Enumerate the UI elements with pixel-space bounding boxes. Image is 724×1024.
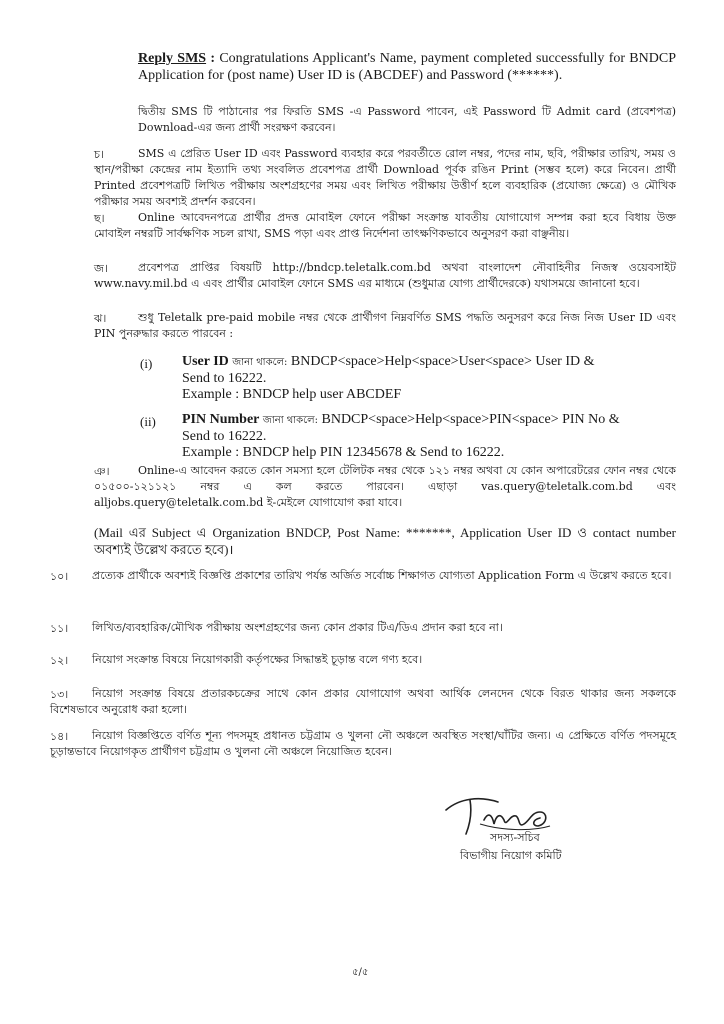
- numbered-marker: ১৩।: [50, 688, 69, 701]
- item-marker: ঝ।: [94, 312, 107, 325]
- item-marker: চ।: [94, 148, 104, 161]
- numbered-marker: ১৪।: [50, 730, 69, 743]
- mail-note: (Mail এর Subject এ Organization BNDCP, Post Name: *******, Application User ID ও contact number অবশ্যই উল্লেখ করতে হবে)।: [94, 525, 676, 557]
- reply-sms-note: দ্বিতীয় SMS টি পাঠানোর পর ফিরতি SMS -এ Password পাবেন, এই Password টি Admit card (প্রবেশপত্র) Download-এর জন্য প্রার্থী সংরক্ষণ করবেন।: [138, 105, 676, 134]
- numbered-text: নিয়োগ সংক্রান্ত বিষয়ে নিয়োগকারী কর্তৃপক্ষের সিদ্ধান্তই চূড়ান্ত বলে গণ্য হবে।: [92, 653, 423, 666]
- user-id-known: জানা থাকলে:: [232, 357, 288, 368]
- user-id-line1: BNDCP<space>Help<space>User<space> User ID &: [290, 354, 595, 369]
- item-marker: ছ।: [94, 212, 105, 225]
- sub-item-pin-number: [182, 412, 676, 461]
- item-marker: জ।: [94, 262, 108, 275]
- numbered-text: নিয়োগ বিজ্ঞপ্তিতে বর্ণিত শূন্য পদসমূহ প্রধানত চট্টগ্রাম ও খুলনা নৌ অঞ্চলে অবস্থিত সংস্থা/ঘাঁটির জন্য। এ প্রেক্ষিতে বর্ণিত পদসমূহে চূড়ান্তভাবে নিয়োগকৃত প্রার্থীগণ চট্টগ্রাম ও খুলনা নৌ অঞ্চলে নিয়োজিত হবেন।: [50, 729, 676, 758]
- user-id-example: Example : BNDCP help user ABCDEF: [182, 387, 402, 402]
- page-number: ৫/৫: [352, 967, 369, 978]
- reply-sms-text: Congratulations Applicant's Name, payment completed successfully for BNDCP Application for (post name) User ID is (ABCDEF) and Password (******).: [138, 51, 676, 83]
- sub-item-marker: (i): [140, 356, 153, 371]
- item-text: প্রবেশপত্র প্রাপ্তির বিষয়টি http://bndcp.teletalk.com.bd অথবা বাংলাদেশ নৌবাহিনীর নিজস্ব ওয়েবসাইট www.navy.mil.bd এ এবং প্রার্থীর মোবাইল ফোনে SMS এর মাধ্যমে (শুধুমাত্র যোগ্য প্রার্থীদেরকে) যথাসময়ে জানানো হবে।: [94, 261, 676, 290]
- sub-item-marker: (ii): [140, 414, 156, 429]
- signature-committee: বিভাগীয় নিয়োগ কমিটি: [460, 849, 562, 862]
- numbered-text: লিখিত/ব্যবহারিক/মৌখিক পরীক্ষায় অংশগ্রহণের জন্য কোন প্রকার টিএ/ডিএ প্রদান করা হবে না।: [92, 621, 503, 634]
- online-help-text: Online-এ আবেদন করতে কোন সমস্যা হলে টেলিটক নম্বর থেকে ১২১ নম্বর অথবা যে কোন অপারেটরের ফোন নম্বর থেকে ০১৫০০-১২১১২১ নম্বর এ কল করতে পারবেন। এছাড়া vas.query@teletalk.com.bd এবং alljobs.query@teletalk.com.bd ই-মেইলে যোগাযোগ করা যাবে।: [94, 464, 676, 509]
- numbered-marker: ১০।: [50, 570, 69, 583]
- signature-title: সদস্য-সচিব: [490, 831, 540, 844]
- pin-number-known: জানা থাকলে:: [262, 415, 318, 426]
- item-text: শুধু Teletalk pre-paid mobile নম্বর থেকে প্রার্থীগণ নিম্নবর্ণিত SMS পদ্ধতি অনুসরণ করে নিজ নিজ User ID এবং PIN পুনরুদ্ধার করতে পারবেন :: [94, 311, 676, 340]
- numbered-text: প্রত্যেক প্রার্থীকে অবশ্যই বিজ্ঞপ্তি প্রকাশের তারিখ পর্যন্ত অর্জিত সর্বোচ্চ শিক্ষাগত যোগ্যতা Application Form এ উল্লেখ করতে হবে।: [92, 569, 672, 582]
- pin-number-example: Example : BNDCP help PIN 12345678 & Send to 16222.: [182, 445, 505, 460]
- item-text: Online আবেদনপত্রে প্রার্থীর প্রদত্ত মোবাইল ফোনে পরীক্ষা সংক্রান্ত যাবতীয় যোগাযোগ সম্পন্ন করা হবে বিধায় উক্ত মোবাইল নম্বরটি সার্বক্ষণিক সচল রাখা, SMS পড়া এবং প্রাপ্ত নির্দেশনা তাৎক্ষণিকভাবে অনুসরণ করা বাঞ্ছনীয়।: [94, 211, 676, 240]
- user-id-line2: Send to 16222.: [182, 371, 267, 386]
- pin-number-line1: BNDCP<space>Help<space>PIN<space> PIN No &: [321, 412, 620, 427]
- reply-sms-label: Reply SMS: [138, 51, 207, 66]
- numbered-marker: ১১।: [50, 622, 69, 635]
- pin-number-line2: Send to 16222.: [182, 429, 267, 444]
- reply-sms-paragraph: [138, 50, 676, 84]
- sub-item-user-id: [182, 354, 676, 403]
- numbered-marker: ১২।: [50, 654, 69, 667]
- numbered-text: নিয়োগ সংক্রান্ত বিষয়ে প্রতারকচক্রের সাথে কোন প্রকার যোগাযোগ অথবা আর্থিক লেনদেন থেকে বিরত থাকার জন্য সকলকে বিশেষভাবে অনুরোধ করা হলো।: [50, 687, 676, 716]
- user-id-heading: User ID: [182, 354, 229, 369]
- online-help-marker: ঞ।: [94, 465, 110, 478]
- reply-sms-colon: :: [210, 51, 216, 66]
- item-text: SMS এ প্রেরিত User ID এবং Password ব্যবহার করে পরবর্তীতে রোল নম্বর, পদের নাম, ছবি, পরীক্ষার তারিখ, সময় ও স্থান/পরীক্ষা কেন্দ্রের নাম ইত্যাদি তথ্য সংবলিত প্রবেশপত্র প্রার্থী Download পূর্বক রঙিন Print (সম্ভব হলে) করে নিবেন। প্রার্থী Printed প্রবেশপত্রটি লিখিত পরীক্ষায় অংশগ্রহণের সময় এবং লিখিত পরীক্ষায় উত্তীর্ণ হলে ব্যবহারিক (প্রযোজ্য ক্ষেত্রে) ও মৌখিক পরীক্ষার সময় অবশ্যই প্রদর্শন করবেন।: [94, 147, 676, 208]
- pin-number-heading: PIN Number: [182, 412, 260, 427]
